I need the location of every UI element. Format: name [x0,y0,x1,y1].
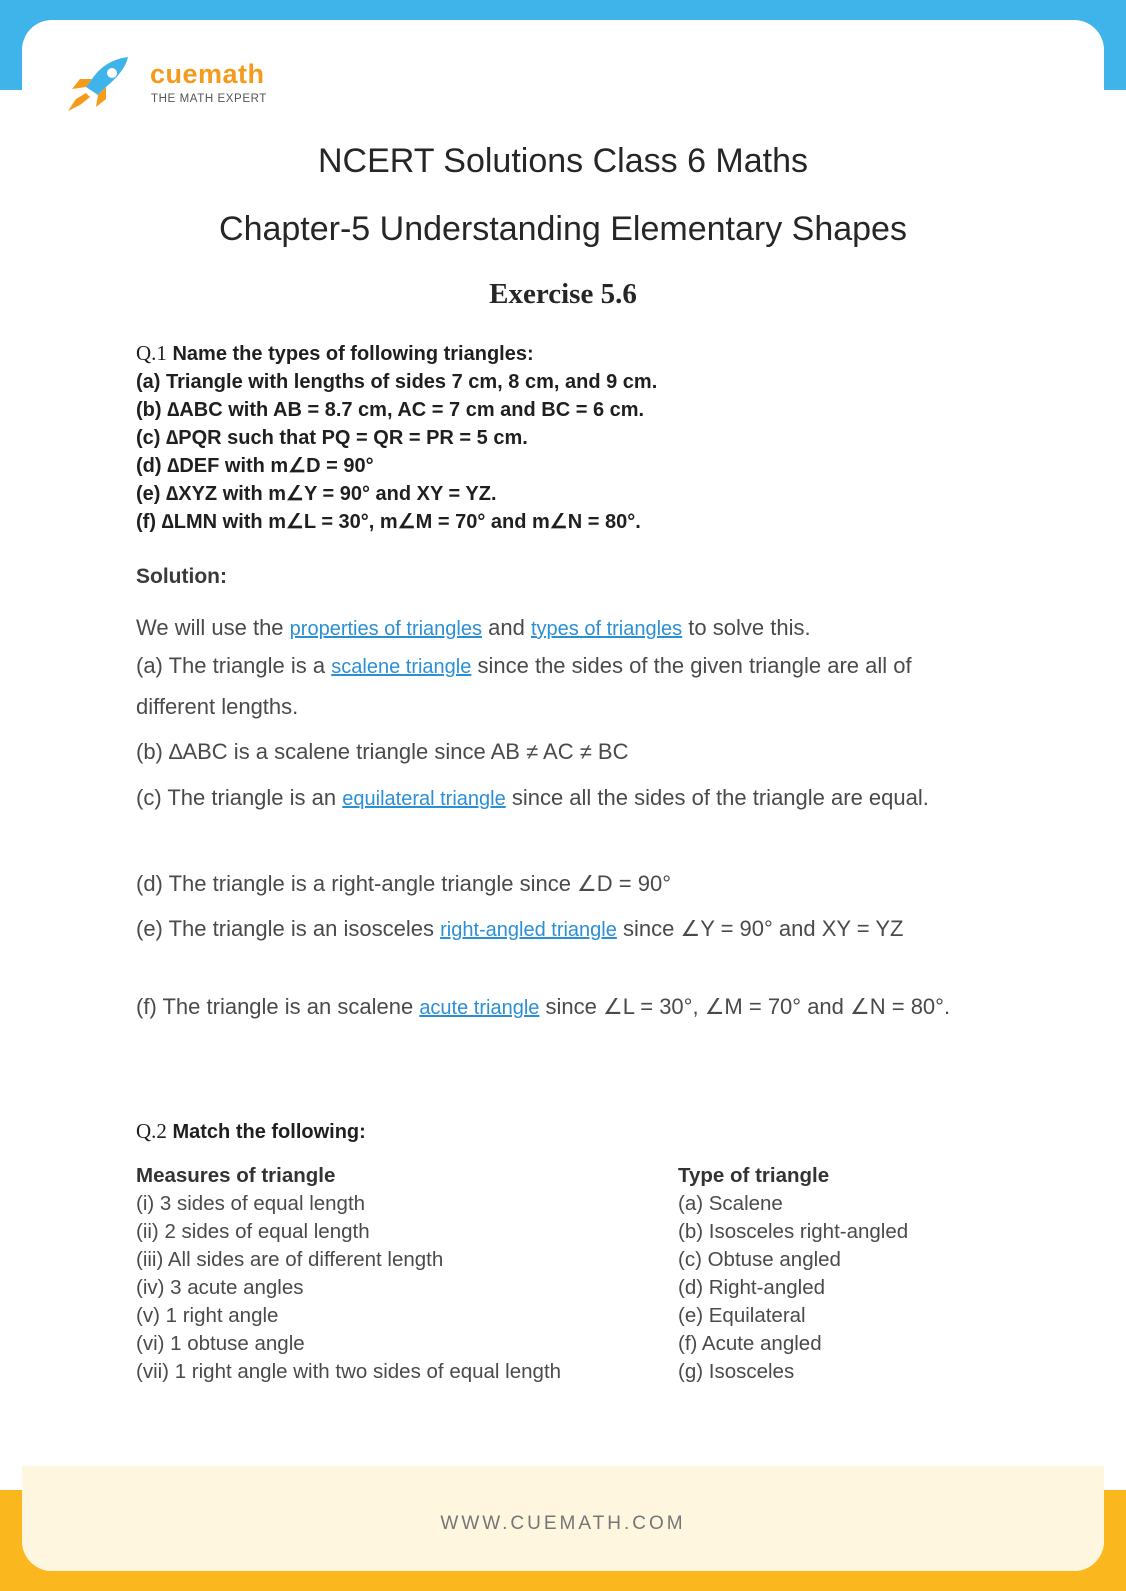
list-item: (v) 1 right angle [136,1304,279,1327]
solution-text: to solve this. [688,615,811,640]
question-1 [136,339,657,536]
question-prompt: Name the types of following triangles: [172,343,534,365]
link-equilateral-triangle[interactable]: equilateral triangle [342,788,506,810]
solution-part-e [136,909,986,950]
rocket-icon [62,53,138,113]
solution-text: since all the sides of the triangle are equal. [511,785,929,810]
question-1-prompt [136,339,657,368]
solution-part-c [136,778,986,819]
measures-column [136,1162,561,1386]
solution-intro [136,608,986,649]
list-item: (g) Isosceles [678,1360,795,1383]
chapter-title: Chapter-5 Understanding Elementary Shapes [219,210,907,248]
brand-name: cuemath [150,59,265,89]
question-number: Q.1 [136,341,167,365]
list-item: (vi) 1 obtuse angle [136,1332,305,1355]
list-item: (ii) 2 sides of equal length [136,1220,370,1243]
solution-text: We will use the [136,615,284,640]
link-types-of-triangles[interactable]: types of triangles [530,618,683,640]
exercise-title: Exercise 5.6 [489,278,637,310]
list-item: (iv) 3 acute angles [136,1276,304,1299]
list-item: (d) Right-angled [678,1276,825,1299]
list-item: (vii) 1 right angle with two sides of equal length [136,1360,562,1383]
question-part: (c) ∆PQR such that PQ = QR = PR = 5 cm. [136,427,528,449]
question-part: (a) Triangle with lengths of sides 7 cm, 8 cm, and 9 cm. [136,371,658,393]
cuemath-logo[interactable] [62,53,292,113]
solution-part-d: (d) The triangle is a right-angle triangle since ∠D = 90° [136,871,671,896]
page-title: NCERT Solutions Class 6 Maths [317,142,809,180]
column-header: Type of triangle [678,1164,830,1187]
question-part: (d) ∆DEF with m∠D = 90° [136,455,374,477]
solution-text: (f) The triangle is an scalene [136,994,414,1019]
question-prompt: Match the following: [172,1121,366,1143]
solution-part-a [136,646,986,726]
document-page [22,20,1104,1571]
list-item: (f) Acute angled [678,1332,822,1355]
solution-text: (c) The triangle is an [136,785,337,810]
column-header: Measures of triangle [136,1164,336,1187]
link-acute-triangle[interactable]: acute triangle [419,997,540,1019]
list-item: (iii) All sides are of different length [136,1248,444,1271]
footer-url[interactable]: WWW.CUEMATH.COM [440,1513,686,1534]
solution-text: since the sides of the given triangle are all of different lengths. [136,653,912,719]
question-2 [136,1117,366,1146]
solution-heading: Solution: [136,565,227,588]
link-scalene-triangle[interactable]: scalene triangle [331,656,472,678]
question-part: (f) ∆LMN with m∠L = 30°, m∠M = 70° and m∠N = 80°. [136,511,641,533]
solution-text: (a) The triangle is a [136,653,326,678]
list-item: (a) Scalene [678,1192,783,1215]
list-item: (e) Equilateral [678,1304,806,1327]
list-item: (b) Isosceles right-angled [678,1220,909,1243]
link-properties-of-triangles[interactable]: properties of triangles [289,618,482,640]
solution-text: since ∠Y = 90° and XY = YZ [623,916,904,941]
solution-part-f [136,987,986,1028]
question-number: Q.2 [136,1119,167,1143]
link-right-angled-triangle[interactable]: right-angled triangle [440,919,617,941]
question-part: (e) ∆XYZ with m∠Y = 90° and XY = YZ. [136,483,497,505]
brand-tagline: THE MATH EXPERT [151,93,267,105]
question-part: (b) ∆ABC with AB = 8.7 cm, AC = 7 cm and BC = 6 cm. [136,399,645,421]
solution-text: and [488,615,525,640]
solution-part-b: (b) ∆ABC is a scalene triangle since AB ≠ AC ≠ BC [136,739,629,764]
footer [22,1466,1104,1571]
types-column [678,1162,908,1386]
list-item: (c) Obtuse angled [678,1248,841,1271]
solution-text: (e) The triangle is an isosceles [136,916,434,941]
list-item: (i) 3 sides of equal length [136,1192,366,1215]
solution-text: since ∠L = 30°, ∠M = 70° and ∠N = 80°. [545,994,951,1019]
